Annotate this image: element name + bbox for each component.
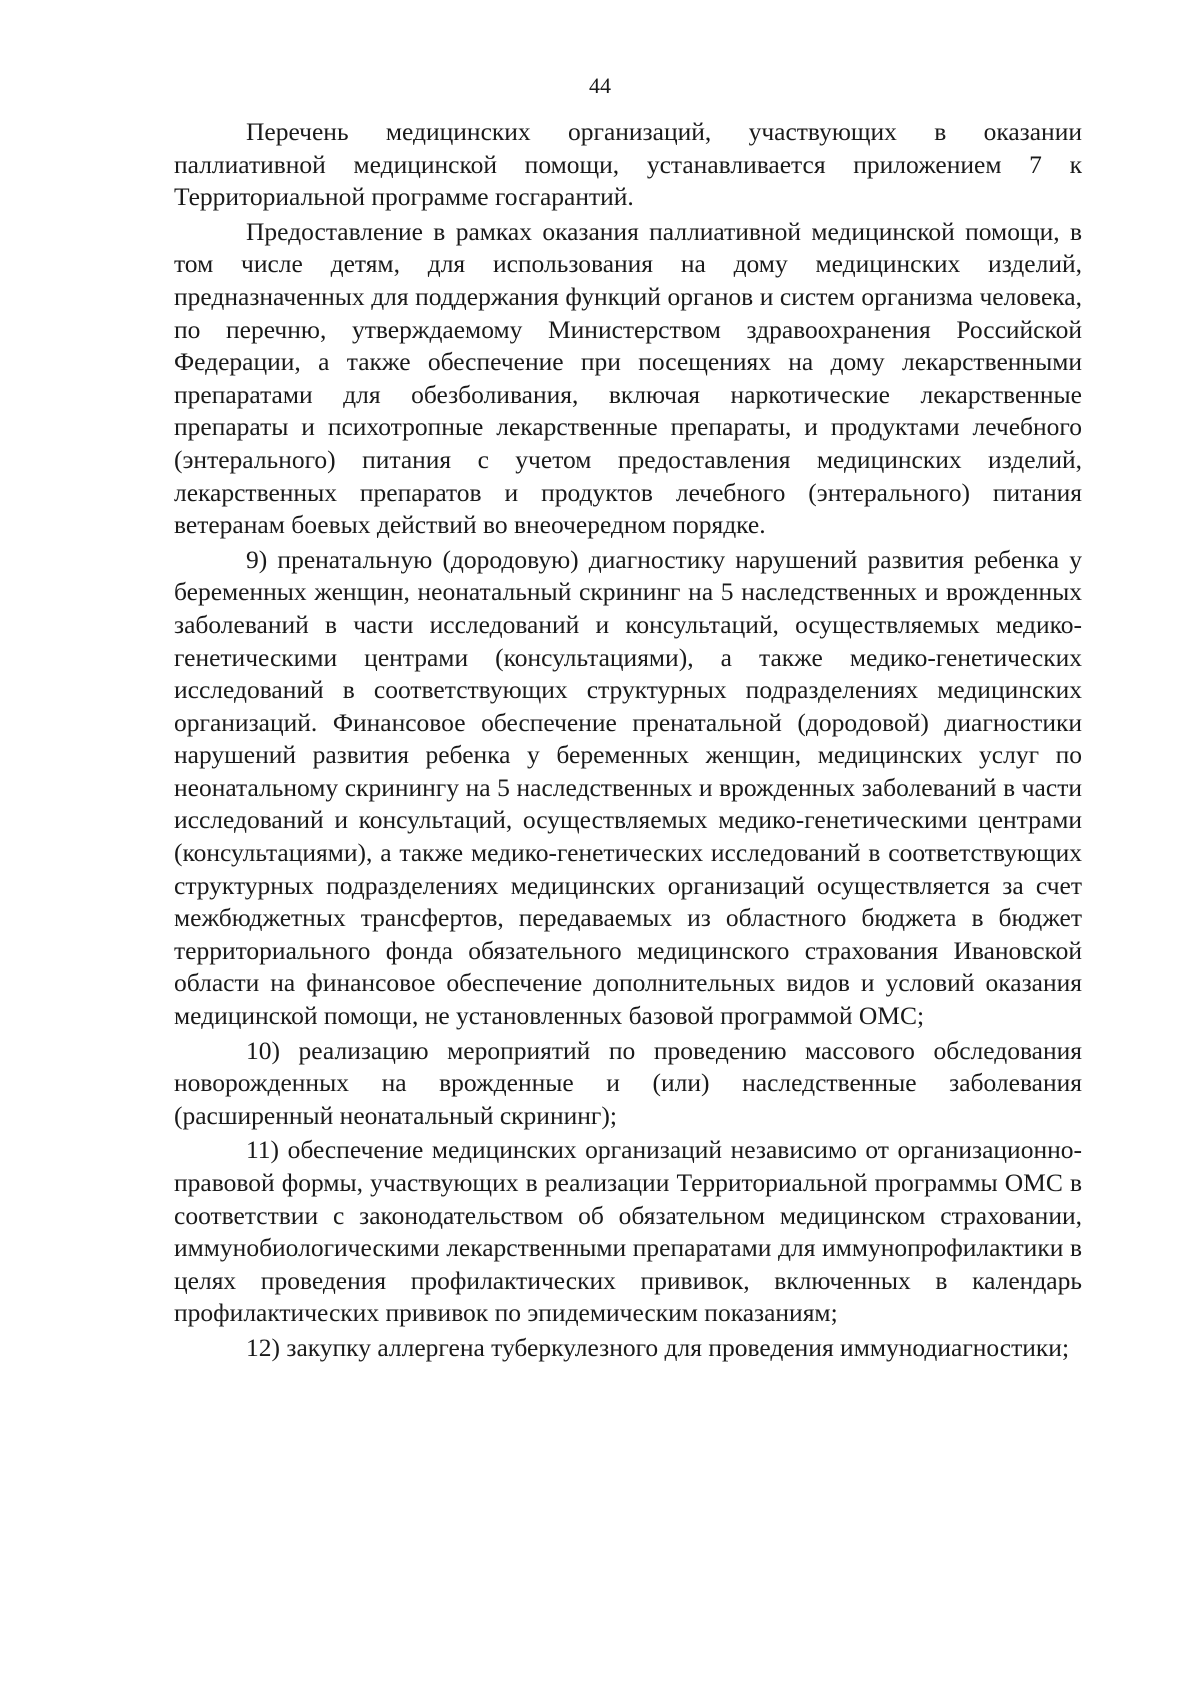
- paragraph-palliative-devices: Предоставление в рамках оказания паллиативной медицинской помощи, в том числе детям, для использования на дому медицинских изделий, предназначенных для поддержания функций органов и систем организма человека, по перечню, утверждаемому Министерством здравоохранения Российской Федерации, а также обеспечение при посещениях на дому лекарственными препаратами для обезболивания, включая наркотические лекарственные препараты и психотропные лекарственные препараты, и продуктами лечебного (энтерального) питания с учетом предоставления медицинских изделий, лекарственных препаратов и продуктов лечебного (энтерального) питания ветеранам боевых действий во внеочередном порядке.: [174, 216, 1082, 540]
- document-body: [174, 116, 1082, 1367]
- page-number: 44: [589, 73, 611, 98]
- paragraph-item-9: 9) пренатальную (дородовую) диагностику нарушений развития ребенка у беременных женщин, неонатальный скрининг на 5 наследственных и врожденных заболеваний в части исследований и консультаций, осуществляемых медико-генетическими центрами (консультациями), а также медико-генетических исследований в соответствующих структурных подразделениях медицинских организаций. Финансовое обеспечение пренатальной (дородовой) диагностики нарушений развития ребенка у беременных женщин, медицинских услуг по неонатальному скринингу на 5 наследственных и врожденных заболеваний в части исследований и консультаций, осуществляемых медико-генетическими центрами (консультациями), а также медико-генетических исследований в соответствующих структурных подразделениях медицинских организаций осуществляется за счет межбюджетных трансфертов, передаваемых из областного бюджета в бюджет территориального фонда обязательного медицинского страхования Ивановской области на финансовое обеспечение дополнительных видов и условий оказания медицинской помощи, не установленных базовой программой ОМС;: [174, 544, 1082, 1031]
- paragraph-palliative-list: Перечень медицинских организаций, участвующих в оказании паллиативной медицинской помощи, устанавливается приложением 7 к Территориальной программе госгарантий.: [174, 117, 1082, 212]
- paragraph-item-10: 10) реализацию мероприятий по проведению массового обследования новорожденных на врожденные и (или) наследственные заболевания (расширенный неонатальный скрининг);: [174, 1035, 1082, 1130]
- paragraph-item-12: 12) закупку аллергена туберкулезного для проведения иммунодиагностики;: [246, 1332, 1070, 1362]
- paragraph-item-11: 11) обеспечение медицинских организаций независимо от организационно-правовой формы, участвующих в реализации Территориальной программы ОМС в соответствии с законодательством об обязательном медицинском страховании, иммунобиологическими лекарственными препаратами для иммунопрофилактики в целях проведения профилактических прививок, включенных в календарь профилактических прививок по эпидемическим показаниям;: [174, 1135, 1082, 1328]
